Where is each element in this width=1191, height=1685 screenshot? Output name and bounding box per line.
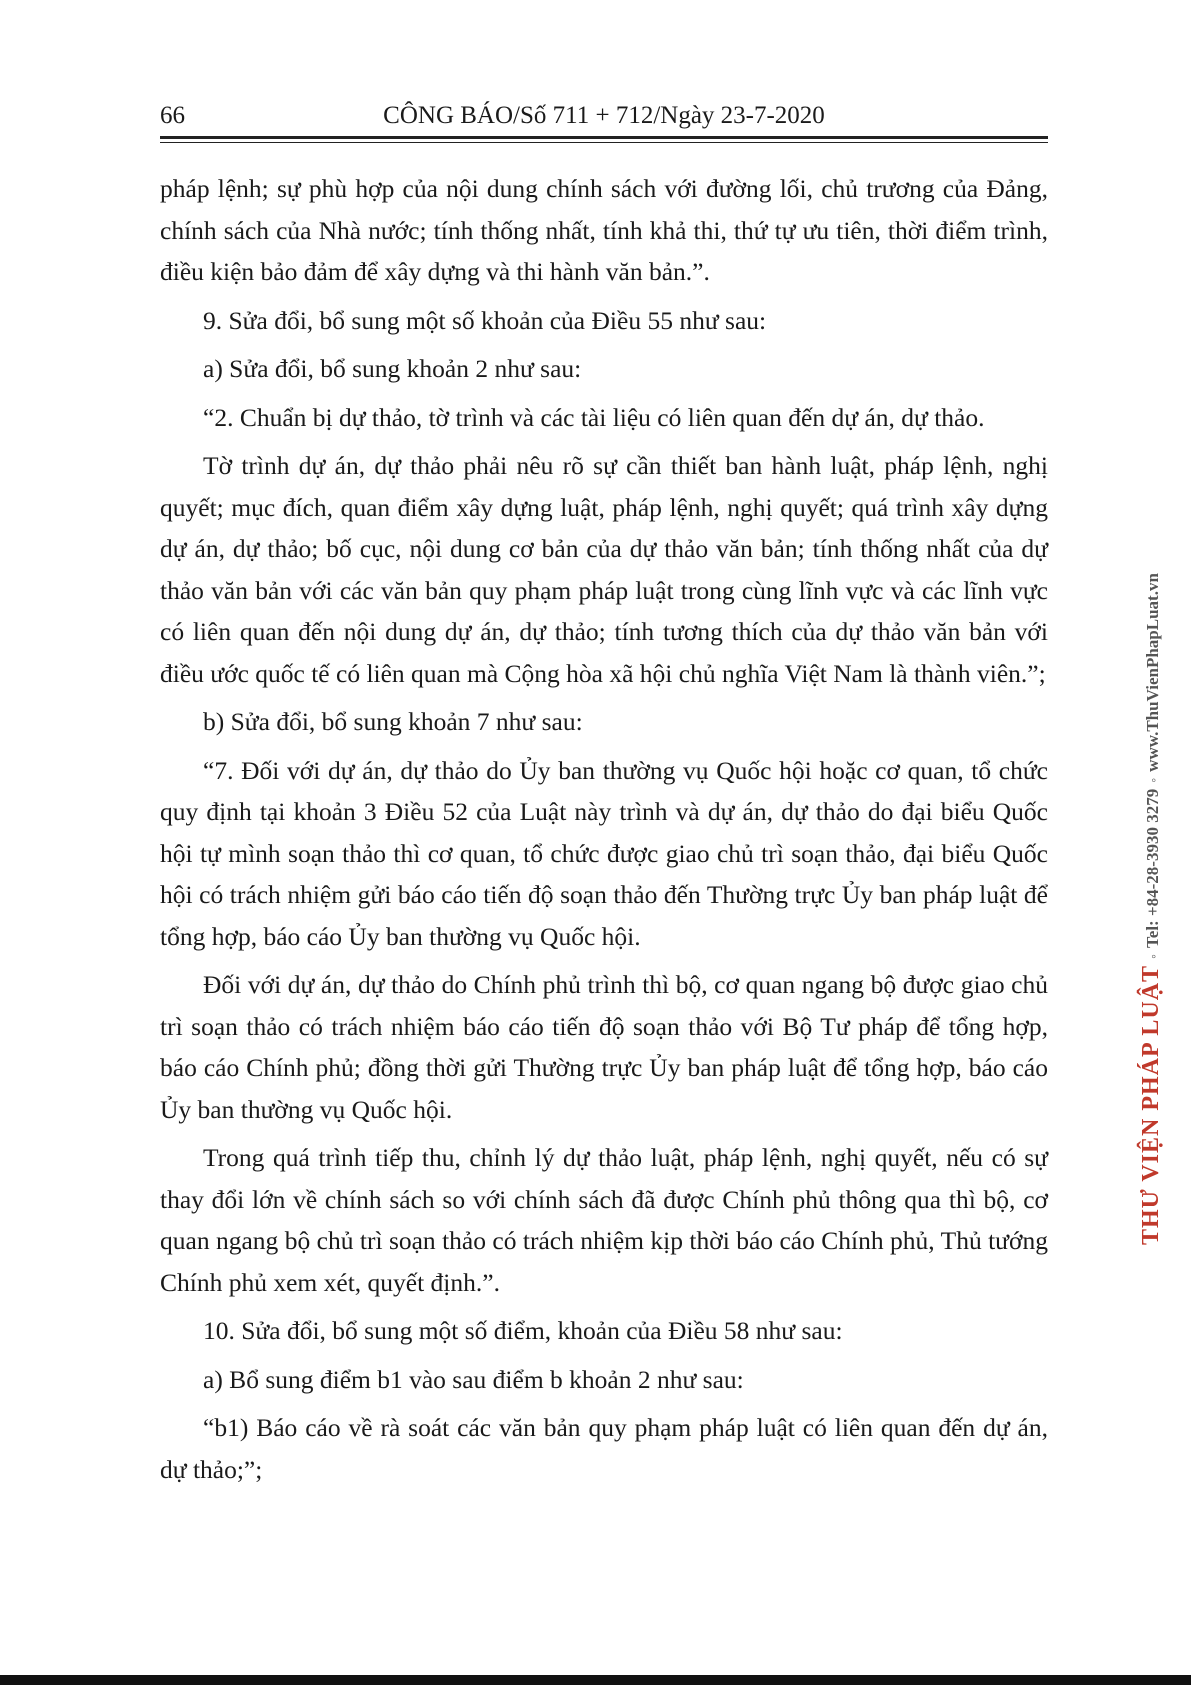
paragraph: “b1) Báo cáo về rà soát các văn bản quy phạm pháp luật có liên quan đến dự án, dự thảo;”; (160, 1413, 1048, 1484)
paragraph: a) Sửa đổi, bổ sung khoản 2 như sau: (203, 354, 582, 383)
gazette-title: CÔNG BÁO/Số 711 + 712/Ngày 23-7-2020 (383, 102, 825, 129)
header-rule-thin (160, 142, 1048, 143)
paragraph: Đối với dự án, dự thảo do Chính phủ trình thì bộ, cơ quan ngang bộ được giao chủ trì soạn thảo có trách nhiệm báo cáo tiến độ soạn thảo với Bộ Tư pháp để tổng hợp, báo cáo Chính phủ; đồng thời gửi Thường trực Ủy ban pháp luật để tổng hợp, báo cáo Ủy ban thường vụ Quốc hội. (160, 970, 1048, 1124)
document-body (160, 168, 1048, 1497)
watermark-website: www.ThuVienPhapLuat.vn (1143, 573, 1162, 772)
watermark-phone: Tel: +84-28-3930 3279 (1143, 788, 1162, 948)
page-header (160, 92, 1048, 138)
paragraph: Tờ trình dự án, dự thảo phải nêu rõ sự cần thiết ban hành luật, pháp lệnh, nghị quyết; mục đích, quan điểm xây dựng luật, pháp lệnh, nghị quyết; quá trình xây dựng dự án, dự thảo; bố cục, nội dung cơ bản của dự thảo văn bản; tính thống nhất của dự thảo văn bản với các văn bản quy phạm pháp luật trong cùng lĩnh vực và các lĩnh vực có liên quan đến nội dung dự án, dự thảo; tính tương thích của dự thảo văn bản với điều ước quốc tế có liên quan mà Cộng hòa xã hội chủ nghĩa Việt Nam là thành viên.”; (160, 451, 1048, 688)
watermark-brand: THƯ VIỆN PHÁP LUẬT (1138, 964, 1164, 1245)
paragraph: 10. Sửa đổi, bổ sung một số điểm, khoản của Điều 58 như sau: (203, 1316, 843, 1345)
paragraph: “7. Đối với dự án, dự thảo do Ủy ban thường vụ Quốc hội hoặc cơ quan, tổ chức quy định tại khoản 3 Điều 52 của Luật này trình và dự án, dự thảo do đại biểu Quốc hội tự mình soạn thảo thì cơ quan, tổ chức được giao chủ trì soạn thảo, đại biểu Quốc hội có trách nhiệm gửi báo cáo tiến độ soạn thảo đến Thường trực Ủy ban pháp luật để tổng hợp, báo cáo Ủy ban thường vụ Quốc hội. (160, 755, 1048, 951)
page-number: 66 (160, 102, 185, 129)
paragraph: “2. Chuẩn bị dự thảo, tờ trình và các tài liệu có liên quan đến dự án, dự thảo. (203, 402, 985, 432)
paragraph: 9. Sửa đổi, bổ sung một số khoản của Điều 55 như sau: (203, 305, 767, 335)
paragraph: a) Bổ sung điểm b1 vào sau điểm b khoản 2 như sau: (203, 1364, 744, 1394)
side-watermark: THƯ VIỆN PHÁP LUẬT◦Tel: +84-28-3930 3279◦www.ThuVienPhapLuat.vn (1138, 573, 1164, 1245)
paragraph: Trong quá trình tiếp thu, chỉnh lý dự thảo luật, pháp lệnh, nghị quyết, nếu có sự thay đổi lớn về chính sách so với chính sách đã được Chính phủ thông qua thì bộ, cơ quan ngang bộ chủ trì soạn thảo có trách nhiệm kịp thời báo cáo Chính phủ, Thủ tướng Chính phủ xem xét, quyết định.”. (160, 1143, 1048, 1297)
paragraph: pháp lệnh; sự phù hợp của nội dung chính sách với đường lối, chủ trương của Đảng, chính sách của Nhà nước; tính thống nhất, tính khả thi, thứ tự ưu tiên, thời điểm trình, điều kiện bảo đảm để xây dựng và thi hành văn bản.”. (160, 174, 1048, 286)
page-bottom-bar (0, 1675, 1191, 1685)
header-rule-thick (160, 136, 1048, 139)
paragraph: b) Sửa đổi, bổ sung khoản 7 như sau: (203, 707, 583, 736)
